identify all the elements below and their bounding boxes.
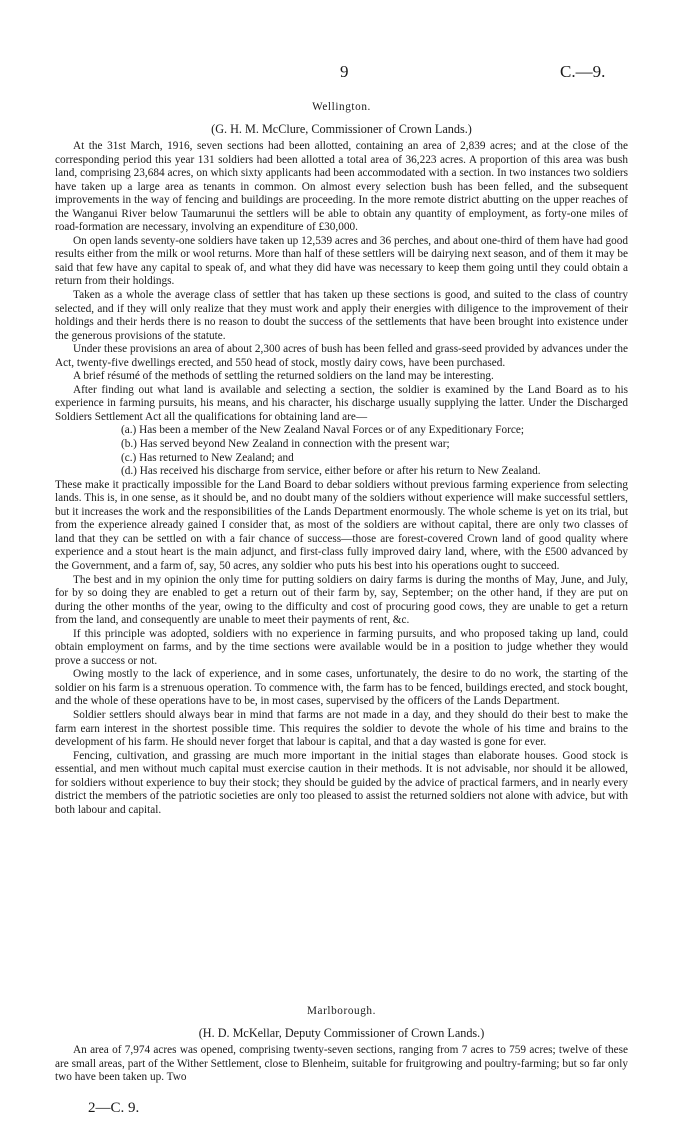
marlborough-section	[55, 1004, 628, 1085]
paragraph: These make it practically impossible for the Land Board to debar soldiers without previous farming experience from selecting lands. This is, in one sense, as it should be, and no doubt many of the soldiers without experience will make successful settlers, but it increases the work and the responsibilities of the Lands Department enormously. The whole scheme is yet on its trial, but from the experience already gained I consider that, as most of the soldiers are without capital, there are only two classes of land that they can be settled on with a fair chance of success—those are forest-covered Crown land of good quality where experience and a stout heart is the main adjunct, and first-class fully improved dairy land, where, with the £500 advanced by the Government, and a farm of, say, 50 acres, any soldier who puts his best into his operations ought to succeed.	[55, 478, 628, 572]
paragraph: At the 31st March, 1916, seven sections had been allotted, containing an area of 2,839 acres; and at the close of the corresponding period this year 131 soldiers had been allotted a total area of 36,223 acres. A proportion of this area was bush land, comprising 23,684 acres, on which sixty applicants had been accommodated with a section. In two instances two soldiers have taken up a large area as tenants in common. On almost every selection bush has been felled, and the subsequent improvements in the way of fencing and buildings are proceeding. In the more remote district abutting on the upper reaches of the Wanganui River below Taumarunui the settlers will be able to obtain any quantity of employment, as forty-one miles of road-formation are necessary, involving an expenditure of £30,000.	[55, 140, 628, 234]
signature-mark: 2—C. 9.	[88, 1100, 140, 1116]
paragraph: Taken as a whole the average class of settler that has taken up these sections is good, and suited to the class of country selected, and if they will only realize that they must work and apply their energies with diligence to the improvement of their holdings and their herds there is no reason to doubt the success of the settlements that have been brought into existence under the generous provisions of the statute.	[55, 289, 628, 342]
list-item: (b.) Has served beyond New Zealand in connection with the present war;	[121, 438, 450, 451]
paragraph: On open lands seventy-one soldiers have taken up 12,539 acres and 36 perches, and about one-third of them have had good results either from the milk or wool returns. More than half of these settlers will be dairying next season, and of them it may be said that few have any capital to speak of, and what they did have was necessary to keep them going until they could obtain a return from their holdings.	[55, 234, 628, 288]
wellington-commissioner: (G. H. M. McClure, Commissioner of Crown Lands.)	[211, 122, 472, 136]
paragraph: An area of 7,974 acres was opened, comprising twenty-seven sections, ranging from 7 acres to 759 acres; twelve of these are small areas, part of the Wither Settlement, close to Blenheim, suitable for fruitgrowing and poultry-farming; but so far only two have been taken up. Two	[55, 1044, 628, 1084]
page-number: 9	[340, 62, 349, 81]
list-item: (c.) Has returned to New Zealand; and	[121, 451, 294, 464]
paragraph: After finding out what land is available and selecting a section, the soldier is examined by the Land Board as to his experience in farming pursuits, his means, and his character, his discharge usually supplying the latter. Under the Discharged Soldiers Settlement Act all the qualifications for obtaining land are—	[55, 383, 628, 423]
marlborough-heading: Marlborough.	[306, 1005, 377, 1017]
marlborough-commissioner: (H. D. McKellar, Deputy Commissioner of Crown Lands.)	[198, 1026, 485, 1040]
wellington-heading: Wellington.	[312, 101, 371, 113]
paragraph: Under these provisions an area of about 2,300 acres of bush has been felled and grass-seed provided by advances under the Act, twenty-five dwellings erected, and 550 head of stock, mostly dairy cows, have been purchased.	[55, 343, 628, 369]
paragraph: The best and in my opinion the only time for putting soldiers on dairy farms is during the months of May, June, and July, for by so doing they are enabled to get a return out of their farm by, say, September; on the other hand, if they are put on during the other months of the year, owing to the difficulty and cost of procuring good cows, they are unable to get a return from the land, and consequently are unable to meet their payments of rent, &c.	[55, 573, 628, 627]
paragraph: Fencing, cultivation, and grassing are much more important in the initial stages than elaborate houses. Good stock is essential, and men without much capital must exercise caution in their methods. It is not advisable, nor should it be allowed, for soldiers without experience to buy their stock; they should be guided by the advice of practical farmers, and in nearly every district the members of the patriotic societies are only too pleased to assist the returned soldiers not alone with advice, but with both labour and capital.	[55, 749, 628, 816]
qualifications-list	[55, 424, 628, 478]
list-item: (d.) Has received his discharge from service, either before or after his return to New Zealand.	[121, 465, 541, 478]
paragraph: A brief résumé of the methods of settling the returned soldiers on the land may be interesting.	[73, 370, 494, 383]
list-item: (a.) Has been a member of the New Zealand Naval Forces or of any Expeditionary Force;	[121, 424, 524, 437]
paragraph: Owing mostly to the lack of experience, and in some cases, unfortunately, the desire to do no work, the starting of the soldier on his farm is a strenuous operation. To commence with, the farm has to be fenced, buildings erected, and stock bought, and the whole of these operations have to be, in most cases, supervised by the officers of the Lands Department.	[55, 668, 628, 708]
document-reference: C.—9.	[560, 62, 606, 81]
paragraph: If this principle was adopted, soldiers with no experience in farming pursuits, and who proposed taking up land, could obtain employment on farms, and by the time sections were available would be in a position to judge whether they would prove a success or not.	[55, 627, 628, 667]
wellington-section	[55, 100, 628, 817]
paragraph: Soldier settlers should always bear in mind that farms are not made in a day, and they should do their best to make the farm earn interest in the shortest possible time. This requires the soldier to devote the whole of his time and brains to the development of his farm. He should never forget that labour is capital, and that a day wasted is gone for ever.	[55, 708, 628, 749]
